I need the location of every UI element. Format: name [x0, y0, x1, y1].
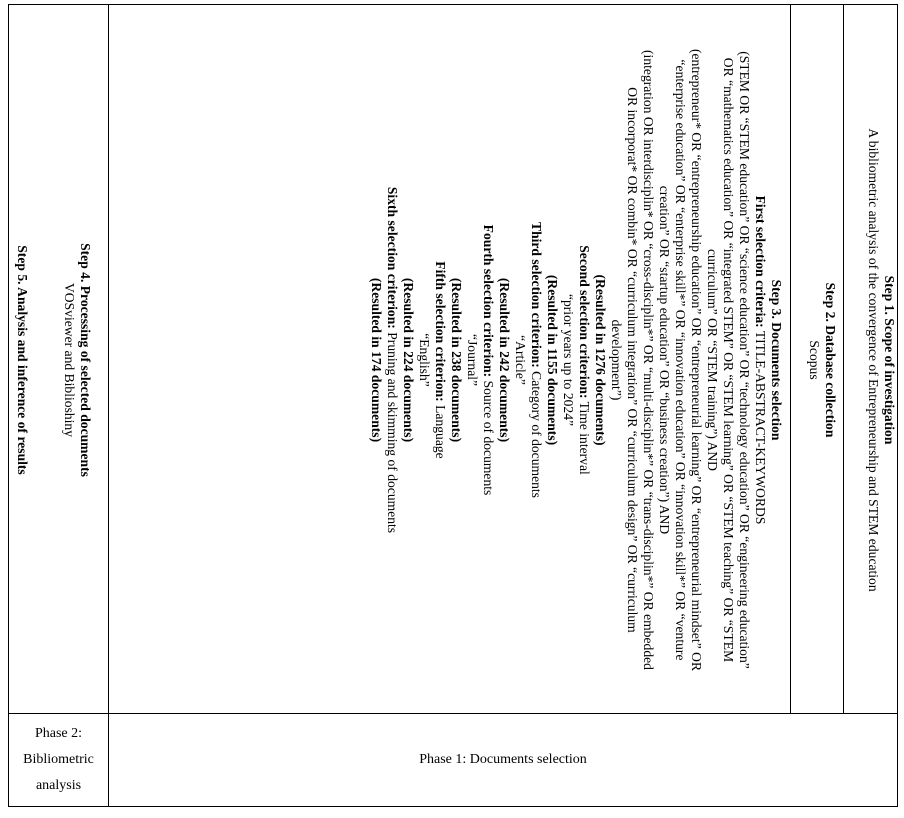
query-line-4: (entrepreneur* OR “entrepreneurship education” OR “entrepreneurial learning” OR “entrepreneurial mindset” OR	[689, 48, 704, 672]
fifth-criterion-value: “English”	[417, 333, 432, 387]
second-criterion-label: Second selection criterion:	[577, 245, 592, 399]
border-bottom	[8, 806, 898, 807]
query-line-7: (integration OR interdisciplin* OR “cross-disciplin*” OR “multi-disciplin*” OR “trans-disciplin*” OR embedded	[641, 50, 656, 670]
sixth-criterion-label: Sixth selection criterion:	[385, 186, 400, 329]
second-criterion-text: Time interval	[577, 398, 592, 475]
query-line-3: curriculum” OR “STEM training”) AND	[705, 249, 720, 471]
phase1-label: Phase 1: Documents selection	[419, 752, 587, 767]
query-line-5: “enterprise education” OR “enterprise skill*” OR “innovation education” OR “innovation skill*” OR “venture	[673, 59, 688, 661]
phase2-line2: Bibliometric	[23, 752, 94, 767]
fourth-criterion-value: “Journal”	[465, 333, 480, 387]
first-criteria-label: First selection criteria:	[753, 195, 768, 328]
phase-column-divider	[108, 4, 109, 807]
query-line-6: creation” OR “startup education” OR “business creation”) AND	[657, 185, 672, 535]
border-left	[8, 4, 9, 807]
query-line-9: development”)	[609, 319, 624, 401]
result-3: (Resulted in 242 documents)	[497, 277, 512, 443]
step2-title: Step 2. Database collection	[823, 282, 838, 438]
border-top	[8, 4, 898, 5]
query-line-2: OR “mathematics education” OR “integrated STEM” OR “STEM learning” OR “STEM teaching” OR “STEM	[721, 57, 736, 663]
sixth-criterion-text: Pruning and skimming of documents	[385, 328, 400, 534]
step5-block	[14, 10, 30, 710]
result-1: (Resulted in 1276 documents)	[593, 274, 608, 446]
step2-box-left	[843, 4, 844, 714]
result-2: (Resulted in 1155 documents)	[545, 274, 560, 446]
second-criterion-value: “prior years up to 2024”	[561, 293, 576, 427]
step3-block	[368, 10, 784, 710]
fifth-criterion-text: Language	[433, 401, 448, 459]
fifth-criterion-label: Fifth selection criterion:	[433, 261, 448, 402]
step3-title: Step 3. Documents selection	[769, 279, 784, 441]
phase2-line1: Phase 2:	[34, 726, 83, 741]
fourth-criterion-label: Fourth selection criterion:	[481, 224, 496, 378]
step4-text: VOSviewer and Biblioshiny	[62, 282, 77, 438]
step1-title: Step 1. Scope of investigation	[882, 275, 897, 445]
step3-box-left	[790, 4, 791, 714]
result-6: (Resulted in 174 documents)	[369, 277, 384, 443]
result-4: (Resulted in 238 documents)	[449, 277, 464, 443]
phase2-line3: analysis	[35, 778, 82, 793]
step1-block	[865, 10, 897, 710]
query-line-1: (STEM OR “STEM education” OR “science education” OR “technology education” OR “engineering education”	[737, 51, 752, 669]
query-line-8: OR incorporat* OR combin* OR “curriculum integration” OR “curriculum design” OR “curriculum	[625, 87, 640, 633]
step2-text: Scopus	[807, 340, 822, 380]
first-criteria-field: TITLE-ABSTRACT-KEYWORDS	[753, 327, 768, 525]
step4-block	[61, 10, 93, 710]
third-criterion-value: “Article”	[513, 335, 528, 385]
step4-title: Step 4. Processing of selected documents	[78, 243, 93, 477]
border-right	[897, 4, 898, 807]
third-criterion-text: Category of documents	[529, 367, 544, 498]
step1-text: A bibliometric analysis of the convergence of Entrepreneurship and STEM education	[866, 128, 881, 592]
fourth-criterion-text: Source of documents	[481, 377, 496, 496]
result-5: (Resulted in 224 documents)	[401, 277, 416, 443]
phase2-label	[9, 714, 108, 806]
step5-title: Step 5. Analysis and inference of results	[15, 245, 30, 475]
step2-block	[806, 10, 838, 710]
third-criterion-label: Third selection criterion:	[529, 222, 544, 368]
